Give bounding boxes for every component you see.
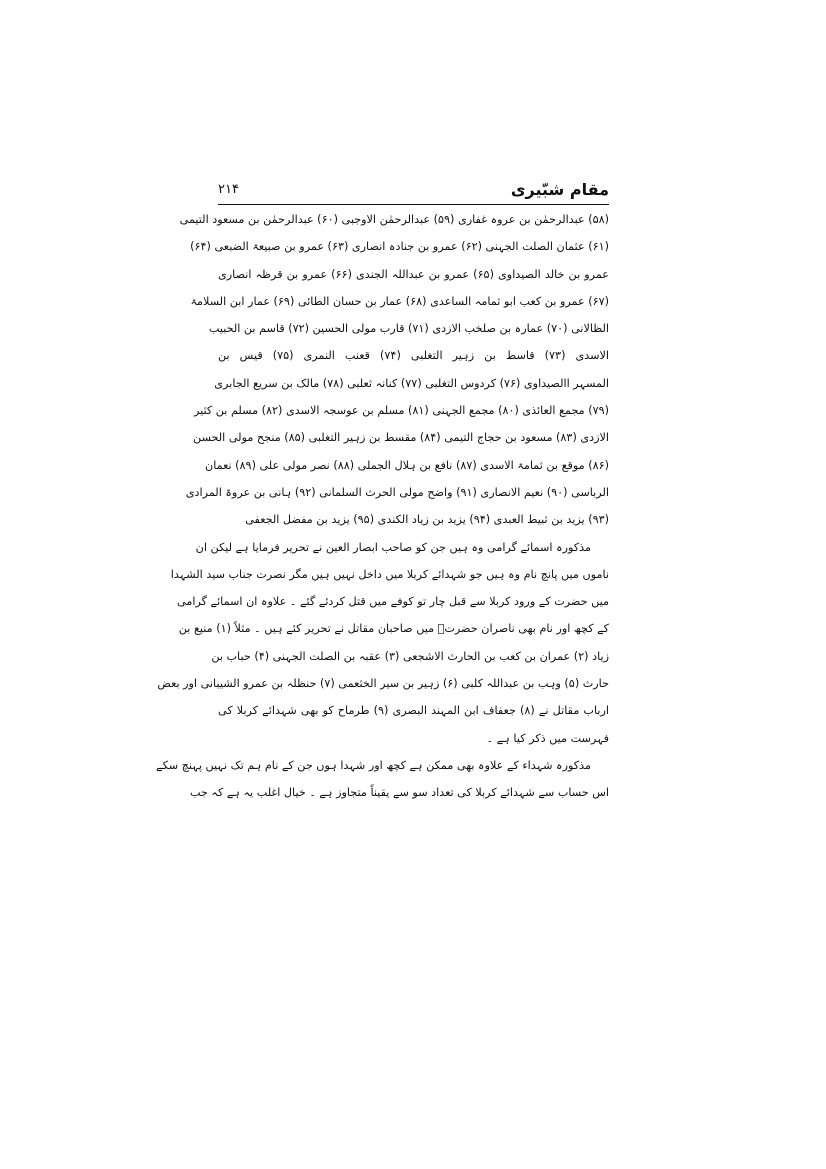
text-line: الظالانی (۷۰) عمارہ بن صلخب الازدی (۷۱) قارب مولی الحسین (۷۲) قاسم بن الحبیب <box>208 322 609 336</box>
text-line: مذکورہ شہداء کے علاوہ بھی ممکن ہے کچھ اور شہدا ہوں جن کے نام ہم تک نہیں پہنچ سکے <box>156 758 591 772</box>
text-line: (۸۶) موقع بن ثمامۃ الاسدی (۸۷) نافع بن ہلال الجملی (۸۸) نصر مولی علی (۸۹) نعمان <box>205 458 609 472</box>
text-line: ارباب مقاتل نے (۸) جعفاف ابن المہند البصری (۹) طرماح کو بھی شہدائے کربلا کی <box>218 704 609 718</box>
text-line: (۹۳) یزید بن ثبیط العبدی (۹۴) یزید بن زیاد الکندی (۹۵) یزید بن مفضل الجعفی <box>245 513 609 527</box>
text-line: (۶۱) عثمان الصلت الجہنی (۶۲) عمرو بن جنادہ انصاری (۶۳) عمرو بن صبیعۃ الضبعی (۶۴) <box>190 240 609 254</box>
page-body <box>156 206 609 807</box>
page-header <box>218 180 609 202</box>
text-line: اس حساب سے شہدائے کربلا کی تعداد سو سے یقیناً متجاوز ہے ۔ خیال اغلب یہ ہے کہ جب <box>189 786 609 800</box>
header-rule <box>218 204 609 205</box>
text-line: (۶۷) عمرو بن کعب ابو ثمامہ الساعدی (۶۸) عمار بن حسان الطائی (۶۹) عمار ابن السلامۃ <box>190 294 609 308</box>
text-line: الاسدی (۷۳) قاسط بن زہیر التغلبی (۷۴) قعنب النمری (۷۵) قیس بن <box>218 349 609 363</box>
text-line: المسہر االصیداوی (۷۶) کردوس التغلبی (۷۷) کنانہ ثعلبی (۷۸) مالک بن سریع الجابری <box>214 376 609 390</box>
text-line: فہرست میں ذکر کیا ہے ۔ <box>486 731 609 745</box>
text-line: الازدی (۸۳) مسعود بن حجاج التیمی (۸۴) مقسط بن زہیر التغلبی (۸۵) منجح مولی الحسن <box>193 431 609 445</box>
text-line: حارث (۵) وہب بن عبداللہ کلبی (۶) زہیر بن سیر الخثعمی (۷) حنظلہ بن عمرو الشیبانی اور بعض <box>157 677 609 691</box>
text-line: (۷۹) مجمع العائذی (۸۰) مجمع الجہنی (۸۱) مسلم بن عوسجہ الاسدی (۸۲) مسلم بن کثیر <box>193 404 609 418</box>
text-line: زیاد (۲) عمران بن کعب بن الحارث الاشجعی (۳) عقبہ بن الصلت الجہنی (۴) حباب بن <box>211 649 609 663</box>
text-line: (۵۸) عبدالرحمٰن بن عروہ غفاری (۵۹) عبدالرحمٰن الاوجبی (۶۰) عبدالرحمٰن بن مسعود التیمی <box>179 213 609 226</box>
text-line: الرباسی (۹۰) نعیم الانصاری (۹۱) واضح مولی الحرث السلمانی (۹۲) ہانی بن عروۃ المرادی <box>185 485 609 499</box>
text-line: میں حضرت کے ورود کربلا سے قبل چار تو کوفے میں قتل کردئے گئے ۔ علاوہ ان اسمائے گرامی <box>177 595 609 609</box>
text-line: کے کچھ اور نام بھی ناصران حضرتؑ میں صاحبان مقاتل نے تحریر کئے ہیں ۔ مثلاً (۱) منیع بن <box>178 622 609 636</box>
text-line: ناموں میں پانچ نام وہ ہیں جو شہدائے کربلا میں داخل نہیں ہیں مگر نصرت جناب سید الشہدا <box>170 567 609 581</box>
text-line: عمرو بن خالد الصیداوی (۶۵) عمرو بن عبداللہ الجندی (۶۶) عمرو بن قرظہ انصاری <box>218 267 609 281</box>
page-number: ۲۱۴ <box>218 182 239 197</box>
running-title: مقام شبّیری <box>510 180 609 199</box>
text-line: مذکورہ اسمائے گرامی وہ ہیں جن کو صاحب ابصار العین نے تحریر فرمایا ہے لیکن ان <box>195 540 591 554</box>
